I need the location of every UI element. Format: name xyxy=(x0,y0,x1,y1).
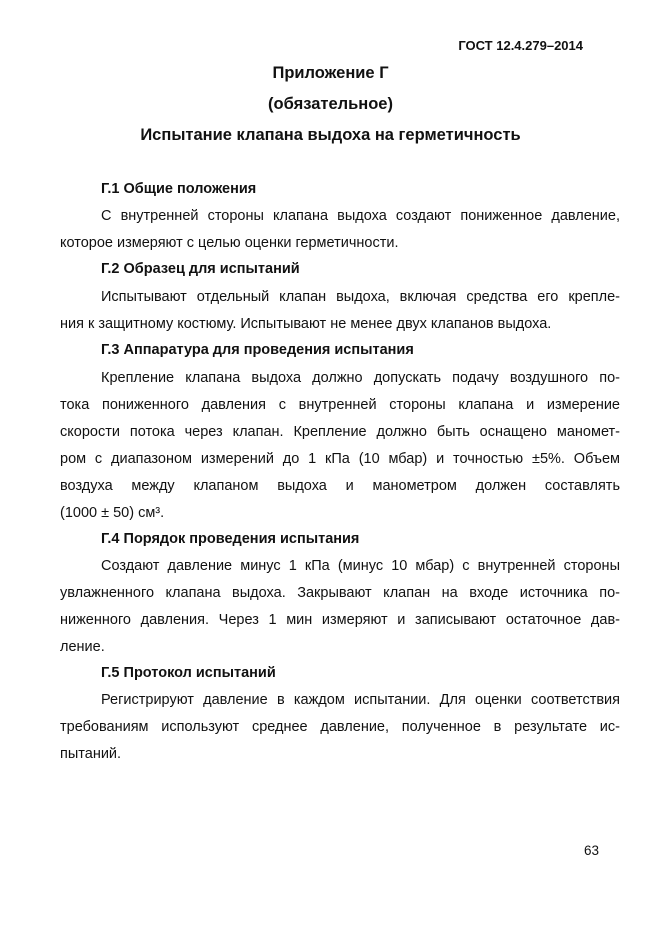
paragraph-line: Регистрируют давление в каждом испытании. Для оценки соответствия xyxy=(101,692,620,708)
paragraph-line: увлажненного клапана выдоха. Закрывают клапан на входе источника по- xyxy=(60,585,620,601)
section-heading-g1: Г.1 Общие положения xyxy=(101,181,257,197)
appendix-title: Приложение Г xyxy=(272,64,389,82)
page-number: 63 xyxy=(584,843,600,858)
paragraph-line: требованиям используют среднее давление, полученное в результате ис- xyxy=(60,719,620,735)
standard-code: ГОСТ 12.4.279–2014 xyxy=(458,38,583,53)
appendix-status: (обязательное) xyxy=(268,95,393,113)
section-heading-g5: Г.5 Протокол испытаний xyxy=(101,665,276,681)
paragraph-line: пытаний. xyxy=(60,746,122,762)
appendix-subject: Испытание клапана выдоха на герметичность xyxy=(140,126,521,144)
paragraph-line: скорости потока через клапан. Крепление должно быть оснащено маномет- xyxy=(60,424,620,440)
paragraph-line: которое измеряют с целью оценки герметичности. xyxy=(60,235,399,251)
paragraph-line: ление. xyxy=(60,639,105,655)
paragraph-line: С внутренней стороны клапана выдоха создают пониженное давление, xyxy=(101,208,620,224)
paragraph-line: ром с диапазоном измерений до 1 кПа (10 мбар) и точностью ±5%. Объем xyxy=(60,451,620,467)
section-heading-g4: Г.4 Порядок проведения испытания xyxy=(101,531,360,547)
section-heading-g3: Г.3 Аппаратура для проведения испытания xyxy=(101,342,414,358)
paragraph-line: тока пониженного давления с внутренней стороны клапана и измерение xyxy=(60,397,620,413)
paragraph-line: Испытывают отдельный клапан выдоха, включая средства его крепле- xyxy=(101,289,620,305)
paragraph-line: воздуха между клапаном выдоха и манометром должен составлять xyxy=(60,478,620,494)
paragraph-line: (1000 ± 50) см³. xyxy=(60,505,165,521)
paragraph-line: ниженного давления. Через 1 мин измеряют и записывают остаточное дав- xyxy=(60,612,620,628)
paragraph-line: Создают давление минус 1 кПа (минус 10 мбар) с внутренней стороны xyxy=(101,558,620,574)
paragraph-line: Крепление клапана выдоха должно допускать подачу воздушного по- xyxy=(101,370,620,386)
section-heading-g2: Г.2 Образец для испытаний xyxy=(101,261,300,277)
paragraph-line: ния к защитному костюму. Испытывают не менее двух клапанов выдоха. xyxy=(60,316,552,332)
